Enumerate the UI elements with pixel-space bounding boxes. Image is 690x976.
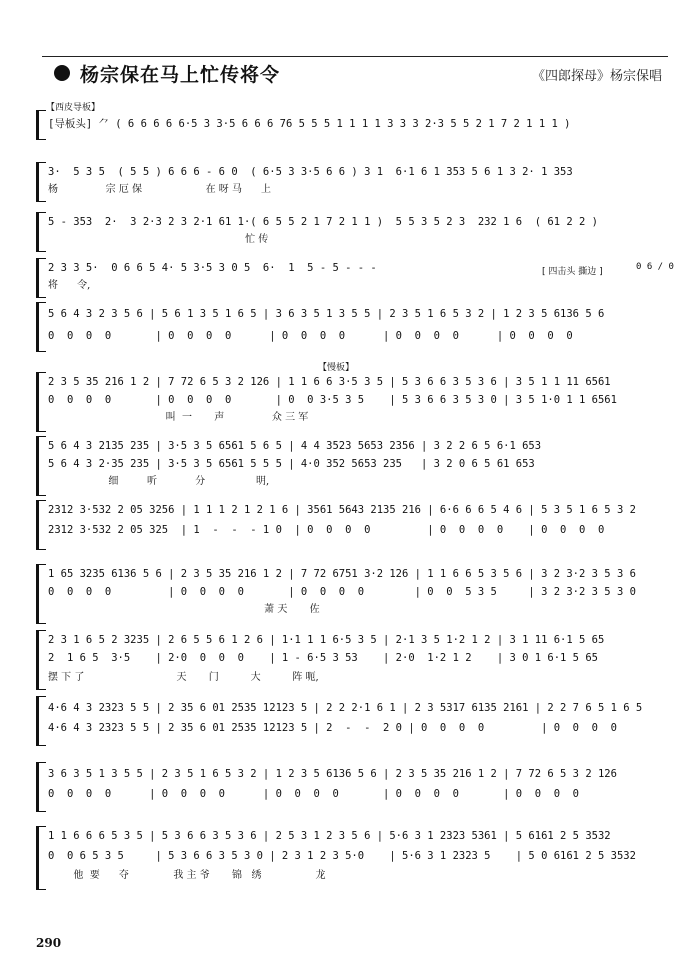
notation-line: 5 6 4 3 2·35 235 | 3·5 3 5 6561 5 5 5 | 4·0 352 5653 235 | 3 2 0 6 5 61 653 — [48, 458, 535, 470]
lyric-line: 萧 天 佐 — [48, 604, 320, 615]
notation-line: 4·6 4 3 2323 5 5 | 2 35 6 01 2535 12123 5 | 2 - - 2 0 | 0 0 0 0 | 0 0 0 0 — [48, 722, 617, 734]
notation-line: 3· 5 3 5 ( 5 5 ) 6 6 6 - 6 0 ( 6·5 3 3·5 6 6 ) 3 1 6·1 6 1 353 5 6 1 3 2· 1 353 — [48, 166, 573, 178]
notation-line: 2312 3·532 2 05 3256 | 1 1 1 2 1 2 1 6 | 3561 5643 2135 216 | 6·6 6 6 5 4 6 | 5 3 5 1 6 5 3 2 — [48, 504, 636, 516]
staff-bracket — [36, 630, 46, 690]
manban-label: 【慢板】 — [318, 363, 355, 373]
staff-bracket — [36, 162, 46, 202]
notation-line: 3 6 3 5 1 3 5 5 | 2 3 5 1 6 5 3 2 | 1 2 3 5 6136 5 6 | 2 3 5 35 216 1 2 | 7 72 6 5 3 2 126 — [48, 768, 617, 780]
staff-11 — [36, 696, 672, 746]
staff-bracket — [36, 212, 46, 252]
lyric-line: 摆 下 了 天 门 大 阵 呃, — [48, 672, 319, 683]
notation-line: 2 3 3 5· 0 6 6 5 4· 5 3·5 3 0 5 6· 1 5 - 5 - - - — [48, 262, 377, 274]
notation-line: 5 - 353 2· 3 2·3 2 3 2·1 61 1·( 6 5 5 2 1 7 2 1 1 ) 5 5 3 5 2 3 232 1 6 ( 61 2 2 ) — [48, 216, 598, 228]
staff-2 — [36, 162, 672, 202]
notation-line: 0 0 0 0 | 0 0 0 0 | 0 0 3·5 3 5 | 5 3 6 6 3 5 3 0 | 3 5 1·0 1 1 6561 — [48, 394, 617, 406]
lyric-line: 叫 一 声 众 三 军 — [48, 412, 309, 423]
page-subtitle: 《四郎探母》杨宗保唱 — [531, 69, 662, 84]
sijitou-label: [ 四击头 撕边 ] — [542, 267, 603, 277]
sijitou-time-sig: 0 6 / 0 — [636, 262, 674, 272]
notation-line: [导板头] ⺈ ( 6 6 6 6 6·5 3 3·5 6 6 6 76 5 5 5 1 1 1 1 3 3 3 2·3 5 5 2 1 7 2 1 1 1 ) — [48, 118, 571, 130]
notation-line: 2 1 6 5 3·5 | 2·0 0 0 0 | 1 - 6·5 3 53 | 2·0 1·2 1 2 | 3 0 1 6·1 5 65 — [48, 652, 598, 664]
lyric-line: 将 令, — [48, 280, 91, 291]
staff-bracket — [36, 372, 46, 432]
staff-bracket — [36, 762, 46, 812]
notation-line: 0 0 0 0 | 0 0 0 0 | 0 0 0 0 | 0 0 0 0 | 0 0 0 0 — [48, 330, 573, 342]
staff-7 — [36, 436, 672, 496]
staff-3 — [36, 212, 672, 252]
notation-line: 0 0 0 0 | 0 0 0 0 | 0 0 0 0 | 0 0 5 3 5 | 3 2 3·2 3 5 3 0 — [48, 586, 636, 598]
staff-bracket — [36, 302, 46, 352]
title-bullet-icon — [54, 65, 70, 81]
notation-line: 2 3 1 6 5 2 3235 | 2 6 5 5 6 1 2 6 | 1·1 1 1 6·5 3 5 | 2·1 3 5 1·2 1 2 | 3 1 11 6·1 5 65 — [48, 634, 605, 646]
staff-10 — [36, 630, 672, 690]
top-rule — [42, 56, 668, 57]
staff-bracket — [36, 826, 46, 890]
notation-line: 5 6 4 3 2 3 5 6 | 5 6 1 3 5 1 6 5 | 3 6 3 5 1 3 5 5 | 2 3 5 1 6 5 3 2 | 1 2 3 5 6136 5 6 — [48, 308, 605, 320]
notation-line: 4·6 4 3 2323 5 5 | 2 35 6 01 2535 12123 5 | 2 2 2·1 6 1 | 2 3 5317 6135 2161 | 2 2 7 6 5 1 6 5 — [48, 702, 643, 714]
staff-bracket — [36, 110, 46, 140]
mode-label: 【西皮导板】 — [46, 103, 101, 113]
staff-6 — [36, 372, 672, 432]
lyric-line: 他 要 夺 我 主 爷 锦 绣 龙 — [48, 870, 326, 881]
staff-bracket — [36, 500, 46, 550]
staff-bracket — [36, 696, 46, 746]
staff-5 — [36, 302, 672, 352]
lyric-line: 细 听 分 明, — [48, 476, 270, 487]
staff-9 — [36, 564, 672, 624]
notation-line: 2312 3·532 2 05 325 | 1 - - - 1 0 | 0 0 0 0 | 0 0 0 0 | 0 0 0 0 — [48, 524, 605, 536]
notation-line: 2 3 5 35 216 1 2 | 7 72 6 5 3 2 126 | 1 1 6 6 3·5 3 5 | 5 3 6 6 3 5 3 6 | 3 5 1 1 11 6561 — [48, 376, 611, 388]
staff-1 — [36, 110, 672, 140]
notation-line: 0 0 0 0 | 0 0 0 0 | 0 0 0 0 | 0 0 0 0 | 0 0 0 0 — [48, 788, 580, 800]
page-number: 290 — [36, 936, 62, 950]
notation-line: 1 1 6 6 6 5 3 5 | 5 3 6 6 3 5 3 6 | 2 5 3 1 2 3 5 6 | 5·6 3 1 2323 5361 | 5 6161 2 5 3532 — [48, 830, 611, 842]
staff-4 — [36, 258, 672, 298]
staff-bracket — [36, 436, 46, 496]
staff-12 — [36, 762, 672, 812]
staff-13 — [36, 826, 672, 890]
notation-line: 5 6 4 3 2135 235 | 3·5 3 5 6561 5 6 5 | 4 4 3523 5653 2356 | 3 2 2 6 5 6·1 653 — [48, 440, 542, 452]
lyric-line: 忙 传 — [48, 234, 269, 245]
staff-bracket — [36, 258, 46, 298]
page-title: 杨宗保在马上忙传将令 — [80, 64, 281, 86]
lyric-line: 杨 宗 厄 保 在 呀 马 上 — [48, 184, 272, 195]
notation-line: 0 0 6 5 3 5 | 5 3 6 6 3 5 3 0 | 2 3 1 2 3 5·0 | 5·6 3 1 2323 5 | 5 0 6161 2 5 3532 — [48, 850, 636, 862]
staff-bracket — [36, 564, 46, 624]
staff-8 — [36, 500, 672, 550]
notation-line: 1 65 3235 6136 5 6 | 2 3 5 35 216 1 2 | 7 72 6751 3·2 126 | 1 1 6 6 5 3 5 6 | 3 2 3·2 3 5 3 6 — [48, 568, 636, 580]
